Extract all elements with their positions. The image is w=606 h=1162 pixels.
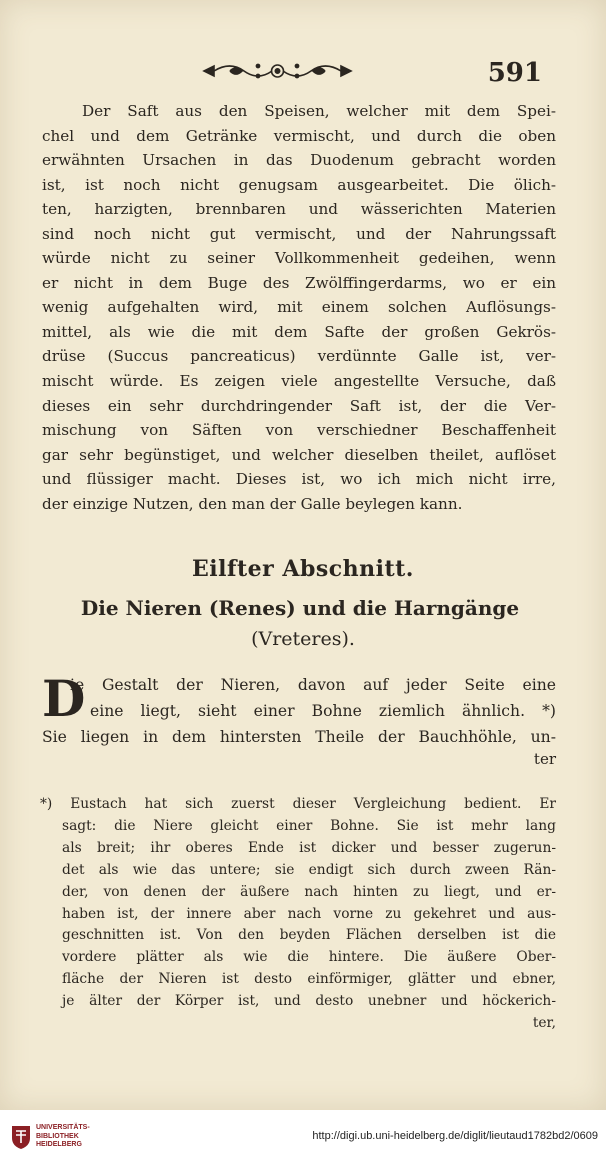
text-line: erwähnten Ursachen in das Duodenum gebracht worden — [42, 151, 556, 170]
text-line: ten, harzigten, brennbaren und wässerichten Materien — [42, 200, 556, 219]
text-line: drüse (Succus pancreaticus) verdünnte Galle ist, ver- — [42, 347, 556, 366]
footnote-line: sagt: die Niere gleicht einer Bohne. Sie ist mehr lang — [62, 817, 556, 834]
text-line: und flüssiger macht. Dieses ist, wo ich mich nicht irre, — [42, 470, 556, 489]
text-line: Der Saft aus den Speisen, welcher mit dem Spei- — [82, 102, 556, 120]
footnote-line: geschnitten ist. Von den beyden Flächen derselben ist die — [62, 927, 556, 944]
intro-paragraph — [42, 669, 556, 750]
text-line: mischt würde. Es zeigen viele angestellte Versuche, daß — [42, 372, 556, 391]
library-name: UNIVERSITÄTS- BIBLIOTHEK HEIDELBERG — [36, 1124, 90, 1148]
footnote-line: vordere plätter als wie die hintere. Die äußere Ober- — [62, 949, 556, 966]
footnote-line: det als wie das untere; sie endigt sich durch zween Rän- — [62, 861, 556, 878]
footnote — [40, 794, 556, 1035]
section-heading: Eilfter Abschnitt. — [192, 556, 414, 582]
text-line: ist, ist noch nicht genugsam ausgearbeitet. Die ölich- — [42, 175, 556, 194]
text-line: mischung von Säften von verschiedner Beschaffenheit — [42, 421, 556, 440]
footnote-line: der, von denen der äußere nach hinten zu liegt, und er- — [62, 883, 556, 900]
footnote-line: als breit; ihr oberes Ende ist dicker und besser zugerun- — [62, 839, 556, 856]
text-line: gar sehr begünstiget, und welcher dieselben theilet, auflöset — [42, 445, 556, 464]
text-line: der einzige Nutzen, den man der Galle beylegen kann. — [42, 494, 463, 513]
text-line: mittel, als wie die mit dem Safte der großen Gekrös- — [42, 322, 556, 341]
text-line: dieses ein sehr durchdringender Saft ist, der die Ver- — [42, 396, 556, 415]
footnote-line: je älter der Körper ist, und desto unebner und höckerich- — [62, 993, 556, 1010]
text-line: wenig aufgehalten wird, mit einem solchen Auflösungs- — [42, 298, 556, 317]
footnote-catchword: ter, — [532, 1015, 556, 1032]
footnote-line: fläche der Nieren ist desto einförmiger, glätter und ebner, — [62, 971, 556, 988]
drop-cap: D — [42, 669, 86, 728]
footnote-line: *) Eustach hat sich zuerst dieser Vergleichung bedient. Er — [40, 796, 556, 812]
chapter-subtitle: (Vreteres). — [251, 628, 355, 650]
source-url-link[interactable]: http://digi.ub.uni-heidelberg.de/diglit/lieutaud1782bd2/0609 — [312, 1130, 598, 1142]
ornament-vignette-icon — [200, 58, 355, 84]
text-line: Sie liegen in dem hintersten Theile der Bauchhöhle, un- — [42, 728, 556, 746]
text-line: eine liegt, sieht einer Bohne ziemlich ähnlich. *) — [90, 702, 556, 720]
body-paragraph — [42, 99, 556, 516]
footnote-line: haben ist, der innere aber nach vorne zu gekehret und aus- — [62, 905, 556, 922]
text-line: würde nicht zu seiner Vollkommenheit gedeihen, wenn — [42, 249, 556, 268]
text-line: sind noch nicht gut vermischt, und der Nahrungssaft — [42, 224, 556, 243]
catchword: ter — [533, 750, 556, 768]
chapter-title: Die Nieren (Renes) und die Harngänge — [80, 596, 520, 620]
text-line: chel und dem Getränke vermischt, und durch die oben — [42, 126, 556, 145]
page-number: 591 — [487, 58, 542, 88]
library-logo-icon — [10, 1124, 32, 1150]
footer-bar — [0, 1110, 606, 1162]
text-line: ie Gestalt der Nieren, davon auf jeder Seite eine — [70, 676, 556, 694]
text-line: er nicht in dem Buge des Zwölffingerdarms, wo er ein — [42, 273, 556, 292]
